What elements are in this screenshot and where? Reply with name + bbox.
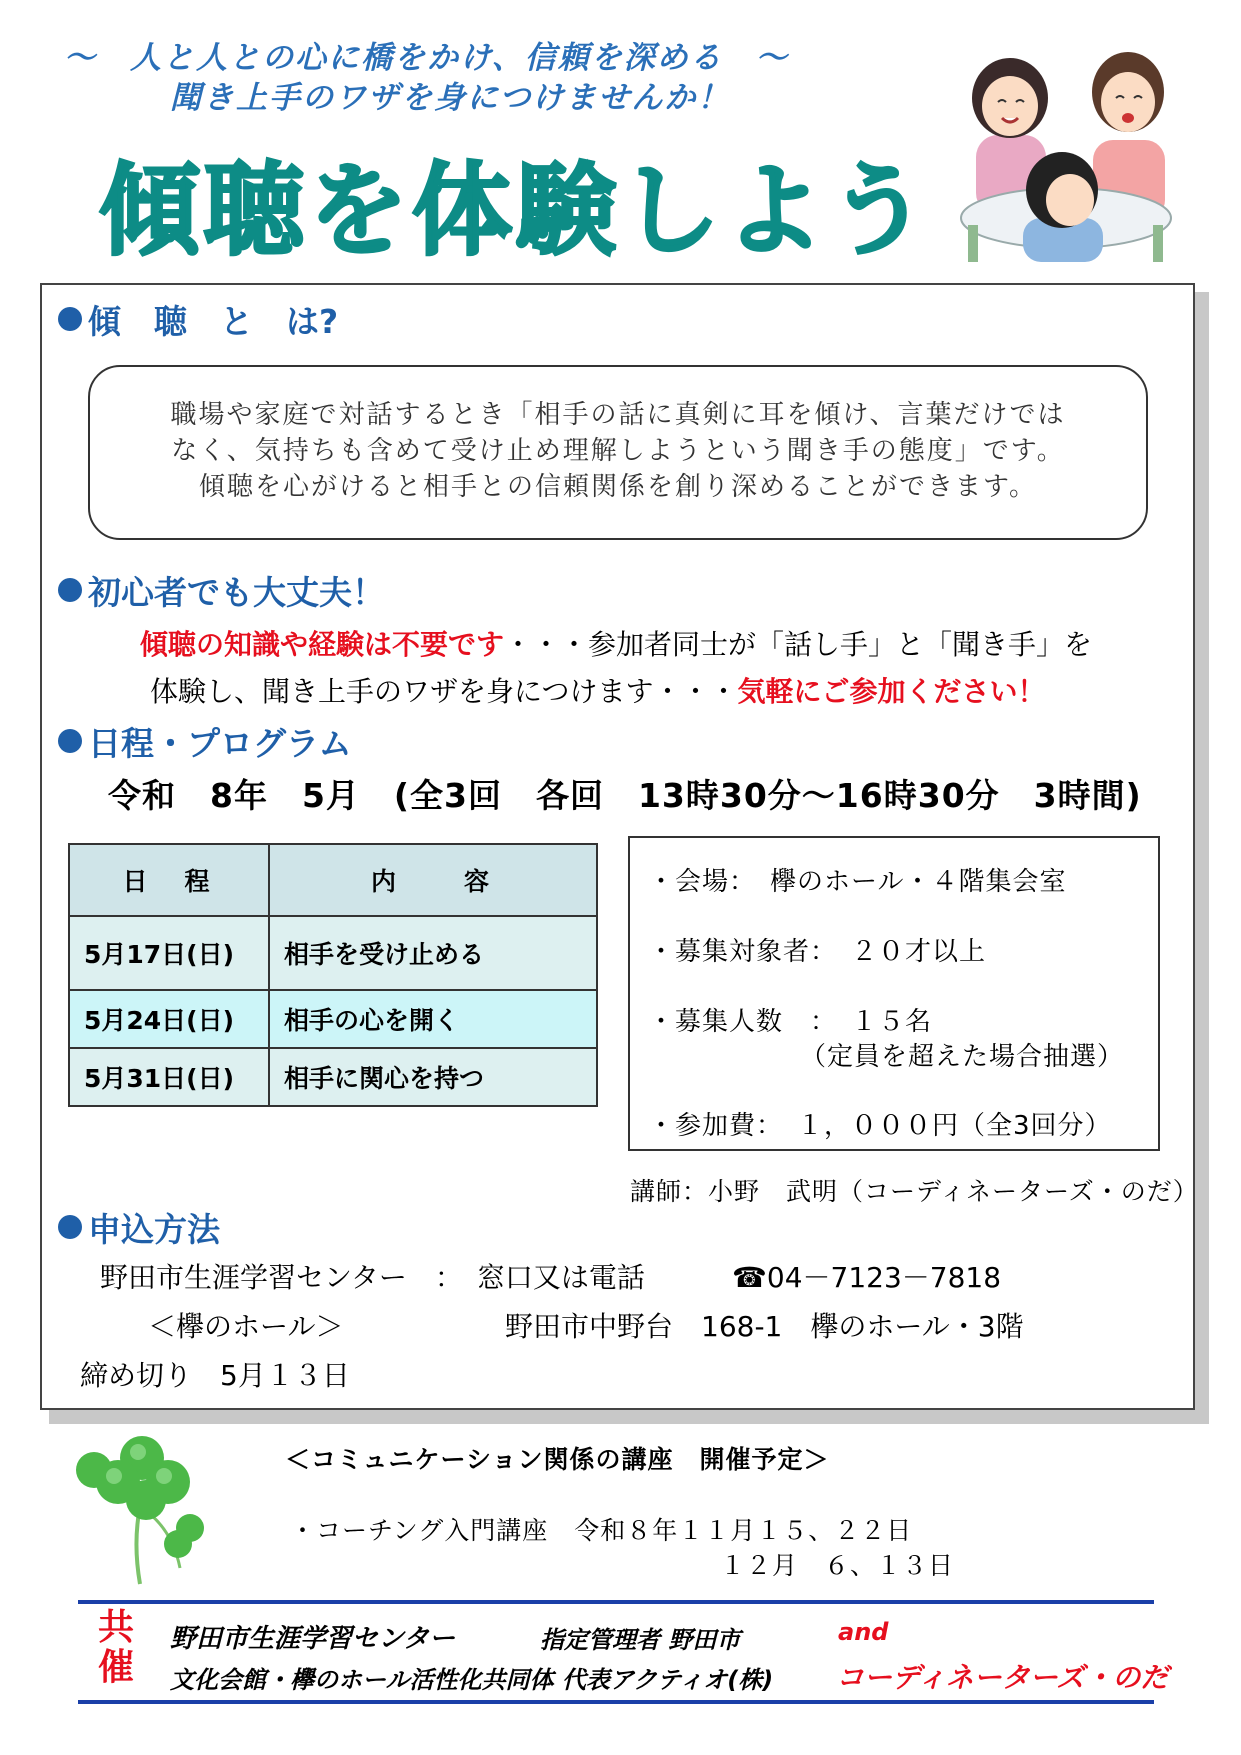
footer-org-1-sub: 指定管理者 野田市 (540, 1626, 741, 1654)
no-experience-needed: 傾聴の知識や経験は不要です (140, 628, 505, 661)
beginners-line-1 (140, 623, 1092, 663)
cosponsor-label-2: 催 (98, 1647, 135, 1688)
phone-number: ☎04－7123－7818 (732, 1261, 1002, 1294)
venue-address: 野田市中野台 168-1 欅のホール・3階 (505, 1310, 1024, 1343)
capacity-info: ・募集人数 ： １５名 (648, 1007, 933, 1037)
upcoming-item-1-dates: １２月 ６、１３日 (720, 1551, 955, 1580)
upcoming-item-1: ・コーチング入門講座 令和８年１１月１５、２２日 (290, 1516, 913, 1545)
footer-org-2: 文化会館・欅のホール活性化共同体 代表アクティオ(株) (170, 1666, 774, 1694)
capacity-note: （定員を超えた場合抽選） (800, 1042, 1125, 1072)
table-row (69, 990, 597, 1048)
clover-illustration (72, 1418, 222, 1586)
schedule-table (68, 843, 598, 1107)
welcome-message: 気軽にご参加ください！ (737, 675, 1046, 708)
bullet-icon (58, 578, 82, 602)
instructor-info: 講師：小野 武明（コーディネーターズ・のだ） (630, 1177, 1199, 1206)
section-heading-keicho (58, 296, 338, 343)
footer-partner: コーディネーターズ・のだ (836, 1661, 1169, 1694)
footer-and: and (838, 1618, 889, 1646)
table-header-row (69, 844, 597, 916)
session-topic: 相手に関心を持つ (269, 1048, 597, 1106)
venue-name: ＜欅のホール＞ (148, 1310, 344, 1343)
definition-line: 職場や家庭で対話するとき「相手の話に真剣に耳を傾け、言葉だけでは (170, 400, 1066, 430)
definition-box (88, 365, 1148, 540)
target-info: ・募集対象者： ２０才以上 (648, 937, 987, 967)
definition-line: 傾聴を心がけると相手との信頼関係を創り深めることができます。 (199, 472, 1037, 502)
footer-org-1: 野田市生涯学習センター (170, 1624, 455, 1654)
beginners-line-2 (150, 670, 1045, 710)
tagline-2: 聞き上手のワザを身につけませんか！ (170, 80, 731, 116)
cosponsor-label-1: 共 (98, 1607, 135, 1648)
heading-text: 日程・プログラム (88, 724, 352, 763)
section-heading-beginners (58, 567, 385, 614)
table-row (69, 1048, 597, 1106)
session-topic: 相手を受け止める (269, 916, 597, 990)
section-heading-application (58, 1204, 220, 1251)
heading-text: 申込方法 (88, 1210, 220, 1249)
heading-text: 初心者でも大丈夫！ (88, 573, 385, 612)
application-center: 野田市生涯学習センター ： 窓口又は電話 (100, 1261, 645, 1294)
beginners-line-1-rest: ・・・参加者同士が「話し手」と「聞き手」を (504, 628, 1093, 661)
session-topic: 相手の心を開く (269, 990, 597, 1048)
deadline: 締め切り 5月１３日 (80, 1359, 350, 1392)
people-talking-illustration (948, 40, 1183, 262)
footer-top-rule (78, 1600, 1154, 1604)
session-date: 5月24日(日) (69, 990, 269, 1048)
table-row (69, 916, 597, 990)
venue-info: ・会場： 欅のホール・４階集会室 (648, 867, 1067, 897)
page-title: 傾聴を体験しよう (100, 152, 932, 269)
bullet-icon (58, 729, 82, 753)
definition-line: なく、気持ちも含めて受け止め理解しようという聞き手の態度」です。 (171, 436, 1065, 466)
bullet-icon (58, 307, 82, 331)
application-line-1 (100, 1256, 645, 1296)
footer-bottom-rule (78, 1700, 1154, 1704)
table-header-date: 日 程 (69, 844, 269, 916)
fee-info: ・参加費： １，０００円（全3回分） (648, 1111, 1112, 1141)
section-heading-schedule (58, 718, 352, 765)
tagline-1: ～ 人と人との心に橋をかけ、信頼を深める ～ (64, 40, 789, 76)
table-header-content: 内 容 (269, 844, 597, 916)
session-date: 5月17日(日) (69, 916, 269, 990)
bullet-icon (58, 1215, 82, 1239)
beginners-line-2-start: 体験し、聞き上手のワザを身につけます・・・ (150, 675, 738, 708)
upcoming-title: ＜コミュニケーション関係の講座 開催予定＞ (285, 1445, 830, 1474)
session-date: 5月31日(日) (69, 1048, 269, 1106)
heading-text: 傾 聴 と は? (88, 302, 339, 341)
schedule-date-line: 令和 8年 5月 (全3回 各回 13時30分～16時30分 3時間) (108, 776, 1142, 815)
